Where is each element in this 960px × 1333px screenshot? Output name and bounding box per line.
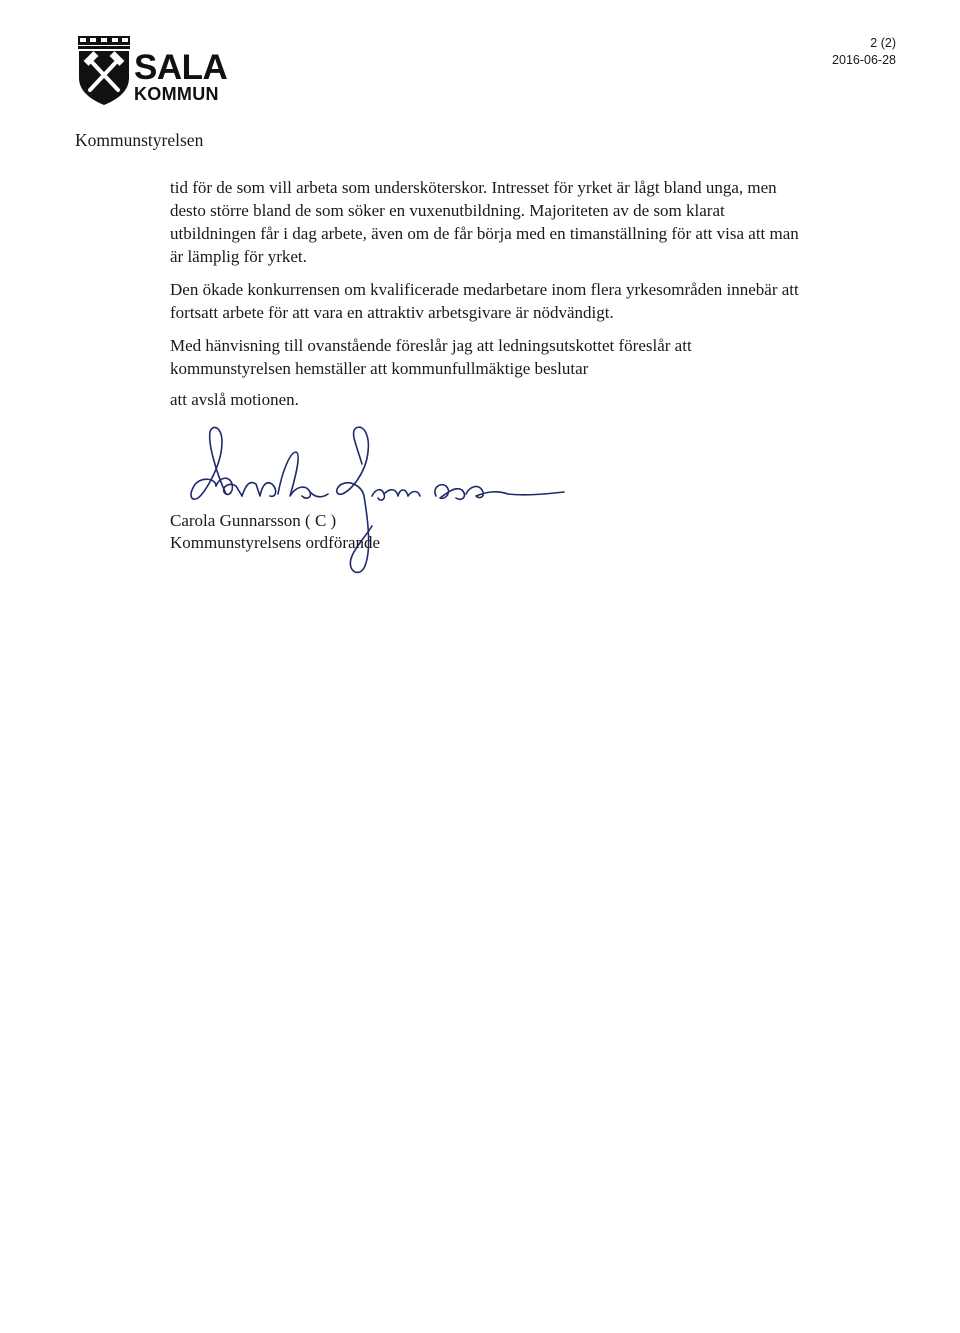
coat-of-arms-icon (76, 34, 132, 106)
department-name: Kommunstyrelsen (75, 130, 204, 150)
letter-body (170, 176, 810, 421)
paragraph: tid för de som vill arbeta som undersköterskor. Intresset för yrket är lågt bland unga, men desto större bland de som söker en vuxenutbildning. Majoriteten av de som klarat utbildningen får i dag arbete, även om de får börja med en timanställning för att visa att man är lämplig för yrket. (170, 178, 799, 266)
signer-name: Carola Gunnarsson ( C ) (170, 511, 337, 530)
sala-kommun-logo (76, 34, 226, 108)
page-meta (832, 35, 896, 69)
signer-block (170, 510, 380, 554)
logo-subtitle: KOMMUN (134, 84, 219, 104)
logo-name: SALA (134, 48, 228, 87)
signer-title: Kommunstyrelsens ordförande (170, 533, 381, 552)
document-date: 2016-06-28 (832, 53, 896, 67)
page-number: 2 (2) (870, 36, 896, 50)
paragraph: att avslå motionen. (170, 390, 299, 409)
paragraph: Den ökade konkurrensen om kvalificerade medarbetare inom flera yrkesområden innebär att fortsatt arbete för att vara en attraktiv arbetsgivare är nödvändigt. (170, 280, 799, 322)
paragraph: Med hänvisning till ovanstående föreslår jag att ledningsutskottet föreslår att kommunstyrelsen hemställer att kommunfullmäktige beslutar (170, 336, 692, 378)
